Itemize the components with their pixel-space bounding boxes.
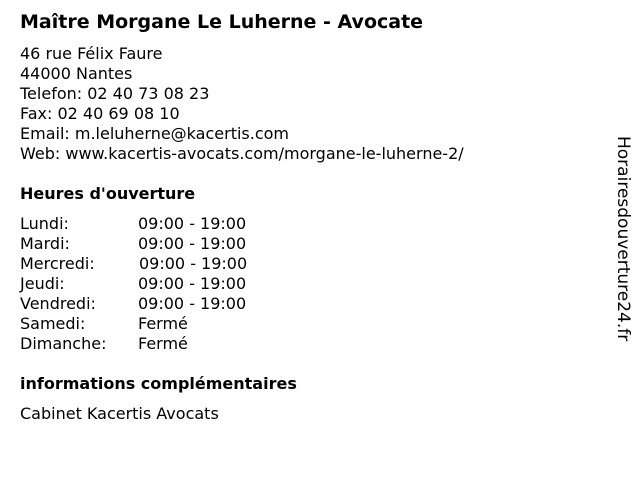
- time-value: 09:00 - 19:00: [139, 254, 248, 273]
- info-text: Cabinet Kacertis Avocats: [20, 404, 219, 423]
- website-url: Web: www.kacertis-avocats.com/morgane-le-luherne-2/: [20, 144, 464, 163]
- day-label: Lundi:: [20, 214, 69, 233]
- hours-row-thursday: [20, 274, 320, 294]
- hours-row-wednesday: [20, 254, 320, 274]
- day-label: Samedi:: [20, 314, 86, 333]
- hours-row-friday: [20, 294, 320, 314]
- hours-row-monday: [20, 214, 320, 234]
- hours-row-tuesday: [20, 234, 320, 254]
- email-address: Email: m.leluherne@kacertis.com: [20, 124, 289, 143]
- time-value: 09:00 - 19:00: [138, 274, 247, 293]
- page-title: Maître Morgane Le Luherne - Avocate: [20, 11, 424, 33]
- day-label: Vendredi:: [20, 294, 96, 313]
- hours-row-saturday: [20, 314, 320, 334]
- info-heading: informations complémentaires: [20, 374, 297, 393]
- day-label: Mercredi:: [20, 254, 95, 273]
- time-value: 09:00 - 19:00: [138, 234, 247, 253]
- time-value: 09:00 - 19:00: [138, 214, 247, 233]
- side-brand-text: Horairesdouverture24.fr: [613, 136, 633, 342]
- contact-block: [20, 44, 464, 164]
- time-value: 09:00 - 19:00: [138, 294, 247, 313]
- fax-number: Fax: 02 40 69 08 10: [20, 104, 180, 123]
- day-label: Jeudi:: [20, 274, 65, 293]
- opening-hours-table: [20, 214, 320, 354]
- day-label: Dimanche:: [20, 334, 107, 353]
- day-label: Mardi:: [20, 234, 70, 253]
- hours-row-sunday: [20, 334, 320, 354]
- city: 44000 Nantes: [20, 64, 133, 83]
- hours-heading: Heures d'ouverture: [20, 184, 196, 203]
- phone-number: Telefon: 02 40 73 08 23: [20, 84, 210, 103]
- time-value: Fermé: [138, 334, 188, 353]
- street-address: 46 rue Félix Faure: [20, 44, 163, 63]
- side-brand-watermark: [612, 136, 634, 374]
- time-value: Fermé: [138, 314, 188, 333]
